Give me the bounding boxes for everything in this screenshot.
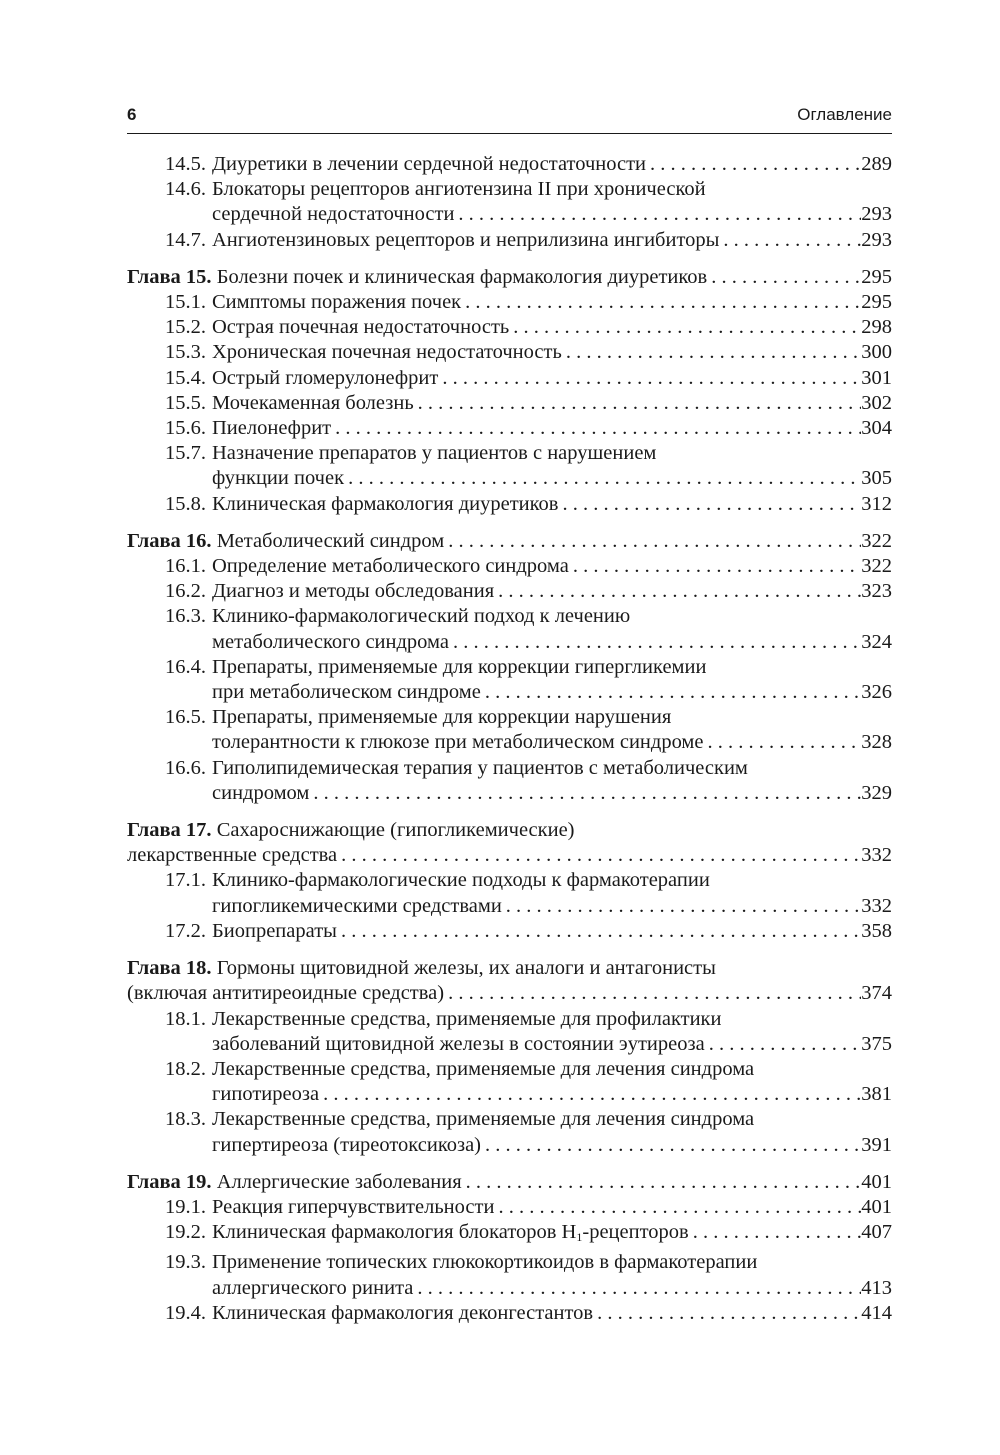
toc-subsection[interactable] bbox=[127, 1301, 892, 1326]
toc-title: Определение метаболического синдрома bbox=[212, 555, 569, 578]
leader-dots bbox=[705, 1032, 862, 1057]
leader-dots bbox=[481, 680, 861, 705]
leader-dots bbox=[494, 579, 861, 604]
toc-number: 14.7. bbox=[165, 228, 206, 251]
toc-title: аллергического ринита bbox=[212, 1276, 414, 1299]
toc-number: 16.4. bbox=[165, 655, 206, 678]
toc-page-number: 381 bbox=[861, 1083, 892, 1106]
toc-title: Назначение препаратов у пациентов с нарушением bbox=[212, 442, 657, 465]
toc-title: Препараты, применяемые для коррекции нарушения bbox=[212, 706, 672, 729]
toc-title: Клинико-фармакологические подходы к фармакотерапии bbox=[212, 869, 710, 892]
leader-dots bbox=[319, 1082, 861, 1107]
toc-title: гипертиреоза (тиреотоксикоза) bbox=[212, 1133, 482, 1156]
leader-dots bbox=[444, 981, 861, 1006]
toc-subsection[interactable] bbox=[127, 868, 892, 918]
leader-dots bbox=[344, 466, 861, 491]
toc-number: 15.3. bbox=[165, 341, 206, 364]
toc-page-number: 323 bbox=[861, 580, 892, 603]
toc-title: синдромом bbox=[212, 781, 310, 804]
toc-title: гипотиреоза bbox=[212, 1083, 320, 1106]
toc-title: Клиническая фармакология деконгестантов bbox=[212, 1301, 594, 1324]
toc-number: 16.6. bbox=[165, 756, 206, 779]
toc-page-number: 329 bbox=[861, 781, 892, 804]
leader-dots bbox=[449, 630, 861, 655]
toc-subsection[interactable] bbox=[127, 177, 892, 227]
toc-subsection[interactable] bbox=[127, 1057, 892, 1107]
toc-page-number: 413 bbox=[861, 1276, 892, 1299]
toc-subsection[interactable] bbox=[127, 1107, 892, 1157]
toc-number: 19.4. bbox=[165, 1301, 206, 1324]
toc-title: Острая почечная недостаточность bbox=[212, 316, 510, 339]
toc-page-number: 391 bbox=[861, 1133, 892, 1156]
toc-subsection[interactable] bbox=[127, 705, 892, 755]
toc-number: 17.1. bbox=[165, 869, 206, 892]
toc-subsection[interactable] bbox=[127, 1250, 892, 1300]
toc-number: 18.3. bbox=[165, 1108, 206, 1131]
toc-subsection[interactable] bbox=[127, 1195, 892, 1220]
toc-subsection[interactable] bbox=[127, 1007, 892, 1057]
toc-title: Глава 17. Сахароснижающие (гипогликемические) bbox=[127, 819, 575, 842]
leader-dots bbox=[444, 529, 861, 554]
toc-number: 16.5. bbox=[165, 706, 206, 729]
toc-number: 16.2. bbox=[165, 580, 206, 603]
leader-dots bbox=[707, 265, 861, 290]
toc-title: лекарственные средства bbox=[127, 844, 338, 867]
chapter-label: Глава 16. bbox=[127, 529, 212, 552]
toc-title: Ангиотензиновых рецепторов и неприлизина ингибиторы bbox=[212, 228, 720, 251]
leader-dots bbox=[704, 730, 862, 755]
toc-subsection[interactable] bbox=[127, 340, 892, 365]
toc-number: 15.4. bbox=[165, 366, 206, 389]
toc-subsection[interactable] bbox=[127, 919, 892, 944]
leader-dots bbox=[438, 366, 861, 391]
toc-subsection[interactable] bbox=[127, 756, 892, 806]
toc-page-number: 374 bbox=[861, 982, 892, 1005]
toc-page-number: 401 bbox=[861, 1170, 892, 1193]
toc-title: Мочекаменная болезнь bbox=[212, 391, 414, 414]
running-header bbox=[127, 105, 892, 134]
toc-page-number: 305 bbox=[861, 467, 892, 490]
toc-title: сердечной недостаточности bbox=[212, 203, 455, 226]
toc-title: Клинико-фармакологический подход к лечению bbox=[212, 605, 631, 628]
toc-page-number: 414 bbox=[861, 1301, 892, 1324]
toc-title: Острый гломерулонефрит bbox=[212, 366, 439, 389]
toc-title: Пиелонефрит bbox=[212, 417, 332, 440]
toc-number: 17.2. bbox=[165, 919, 206, 942]
toc-number: 15.8. bbox=[165, 492, 206, 515]
toc-chapter[interactable] bbox=[127, 529, 892, 554]
chapter-label: Глава 19. bbox=[127, 1170, 212, 1193]
toc-subsection[interactable] bbox=[127, 441, 892, 491]
toc-title: Глава 18. Гормоны щитовидной железы, их аналоги и антагонисты bbox=[127, 957, 716, 980]
toc-number: 14.6. bbox=[165, 178, 206, 201]
toc-page-number: 332 bbox=[861, 844, 892, 867]
toc-page-number: 322 bbox=[861, 529, 892, 552]
leader-dots bbox=[502, 894, 861, 919]
leader-dots bbox=[309, 781, 861, 806]
toc-title: Диуретики в лечении сердечной недостаточности bbox=[212, 153, 647, 175]
toc-title: Глава 16. Метаболический синдром bbox=[127, 529, 445, 552]
toc-chapter[interactable] bbox=[127, 1170, 892, 1195]
leader-dots bbox=[461, 290, 861, 315]
toc-title: Клиническая фармакология диуретиков bbox=[212, 492, 559, 515]
page-number: 6 bbox=[127, 105, 137, 124]
toc-title: толерантности к глюкозе при метаболическом синдроме bbox=[212, 731, 704, 754]
toc-page-number: 328 bbox=[861, 731, 892, 754]
toc-number: 14.5. bbox=[165, 153, 206, 175]
toc-page-number: 407 bbox=[861, 1221, 892, 1244]
toc-subsection[interactable] bbox=[127, 655, 892, 705]
toc-page-number: 295 bbox=[861, 265, 892, 288]
toc-page-number: 298 bbox=[861, 316, 892, 339]
toc-title: Лекарственные средства, применяемые для лечения синдрома bbox=[212, 1057, 755, 1080]
toc-page-number: 293 bbox=[861, 228, 892, 251]
toc-page-number: 293 bbox=[861, 203, 892, 226]
toc-number: 15.1. bbox=[165, 291, 206, 314]
toc-number: 15.5. bbox=[165, 391, 206, 414]
toc-title: (включая антитиреоидные средства) bbox=[127, 982, 445, 1005]
toc-page-number: 312 bbox=[861, 492, 892, 515]
toc-page-number: 304 bbox=[861, 417, 892, 440]
toc-number: 18.2. bbox=[165, 1057, 206, 1080]
toc-title: Симптомы поражения почек bbox=[212, 291, 462, 314]
leader-dots bbox=[331, 416, 861, 441]
toc-subsection[interactable] bbox=[127, 492, 892, 517]
toc-number: 19.2. bbox=[165, 1221, 206, 1244]
leader-dots bbox=[494, 1195, 861, 1220]
toc-title: Биопрепараты bbox=[212, 919, 337, 942]
toc-title: метаболического синдрома bbox=[212, 630, 449, 653]
leader-dots bbox=[689, 1220, 862, 1245]
toc-subsection[interactable] bbox=[127, 391, 892, 416]
toc-page-number: 322 bbox=[861, 555, 892, 578]
toc-page-number: 302 bbox=[861, 391, 892, 414]
toc-number: 16.3. bbox=[165, 605, 206, 628]
toc-title: Хроническая почечная недостаточность bbox=[212, 341, 562, 364]
chapter-label: Глава 18. bbox=[127, 957, 212, 980]
toc-page-number: 300 bbox=[861, 341, 892, 364]
toc-subsection[interactable] bbox=[127, 1220, 892, 1250]
toc-title: при метаболическом синдроме bbox=[212, 681, 481, 704]
leader-dots bbox=[593, 1301, 861, 1326]
toc-page-number: 295 bbox=[861, 291, 892, 314]
toc-subsection[interactable] bbox=[127, 290, 892, 315]
leader-dots bbox=[646, 152, 861, 177]
leader-dots bbox=[337, 843, 861, 868]
toc-page-number: 358 bbox=[861, 919, 892, 942]
toc-number: 19.3. bbox=[165, 1251, 206, 1274]
leader-dots bbox=[413, 1276, 861, 1301]
toc-title: Лекарственные средства, применяемые для лечения синдрома bbox=[212, 1108, 755, 1131]
toc-title: Глава 15. Болезни почек и клиническая фармакология диуретиков bbox=[127, 265, 708, 288]
toc-number: 19.1. bbox=[165, 1195, 206, 1218]
toc-title: заболеваний щитовидной железы в состоянии эутиреоза bbox=[212, 1032, 705, 1055]
toc-title: Реакция гиперчувствительности bbox=[212, 1195, 495, 1218]
toc-subsection[interactable] bbox=[127, 366, 892, 391]
leader-dots bbox=[337, 919, 861, 944]
toc-chapter[interactable] bbox=[127, 956, 892, 1006]
toc-title: Гиполипидемическая терапия у пациентов с метаболическим bbox=[212, 756, 748, 779]
leader-dots bbox=[569, 554, 861, 579]
toc-title: Применение топических глюкокортикоидов в фармакотерапии bbox=[212, 1251, 758, 1274]
leader-dots bbox=[414, 391, 862, 416]
toc-number: 15.6. bbox=[165, 417, 206, 440]
chapter-label: Глава 17. bbox=[127, 819, 212, 842]
toc-chapter[interactable] bbox=[127, 265, 892, 290]
leader-dots bbox=[462, 1170, 862, 1195]
toc-subsection[interactable] bbox=[127, 315, 892, 340]
toc-title: гипогликемическими средствами bbox=[212, 894, 502, 917]
toc-page-number: 301 bbox=[861, 366, 892, 389]
leader-dots bbox=[454, 202, 861, 227]
toc-title: Блокаторы рецепторов ангиотензина II при хронической bbox=[212, 178, 706, 201]
toc-number: 15.2. bbox=[165, 316, 206, 339]
toc-page-number: 289 bbox=[861, 153, 892, 175]
toc-page-number: 401 bbox=[861, 1195, 892, 1218]
toc-subsection[interactable] bbox=[127, 579, 892, 604]
toc-subsection[interactable] bbox=[127, 152, 892, 177]
toc-title: функции почек bbox=[212, 467, 345, 490]
leader-dots bbox=[562, 340, 861, 365]
toc-chapter[interactable] bbox=[127, 818, 892, 868]
toc-number: 15.7. bbox=[165, 442, 206, 465]
toc-number: 16.1. bbox=[165, 555, 206, 578]
toc-title: Лекарственные средства, применяемые для профилактики bbox=[212, 1007, 722, 1030]
toc-number: 18.1. bbox=[165, 1007, 206, 1030]
toc-subsection[interactable] bbox=[127, 416, 892, 441]
leader-dots bbox=[719, 228, 861, 253]
toc-page-number: 332 bbox=[861, 894, 892, 917]
toc-page-number: 326 bbox=[861, 681, 892, 704]
toc-title: Глава 19. Аллергические заболевания bbox=[127, 1170, 462, 1193]
toc-page-number: 375 bbox=[861, 1032, 892, 1055]
toc-title: Клиническая фармакология блокаторов $H_1$-рецепторов bbox=[212, 1221, 689, 1245]
leader-dots bbox=[558, 492, 861, 517]
toc-subsection[interactable] bbox=[127, 554, 892, 579]
leader-dots bbox=[509, 315, 861, 340]
section-title: Оглавление bbox=[797, 105, 892, 124]
leader-dots bbox=[481, 1133, 861, 1158]
toc-title: Диагноз и методы обследования bbox=[212, 580, 495, 603]
toc-subsection[interactable] bbox=[127, 604, 892, 654]
toc-page-number: 324 bbox=[861, 630, 892, 653]
toc-title: Препараты, применяемые для коррекции гипергликемии bbox=[212, 655, 707, 678]
toc-subsection[interactable] bbox=[127, 228, 892, 253]
table-of-contents bbox=[127, 152, 892, 1326]
chapter-label: Глава 15. bbox=[127, 265, 212, 288]
